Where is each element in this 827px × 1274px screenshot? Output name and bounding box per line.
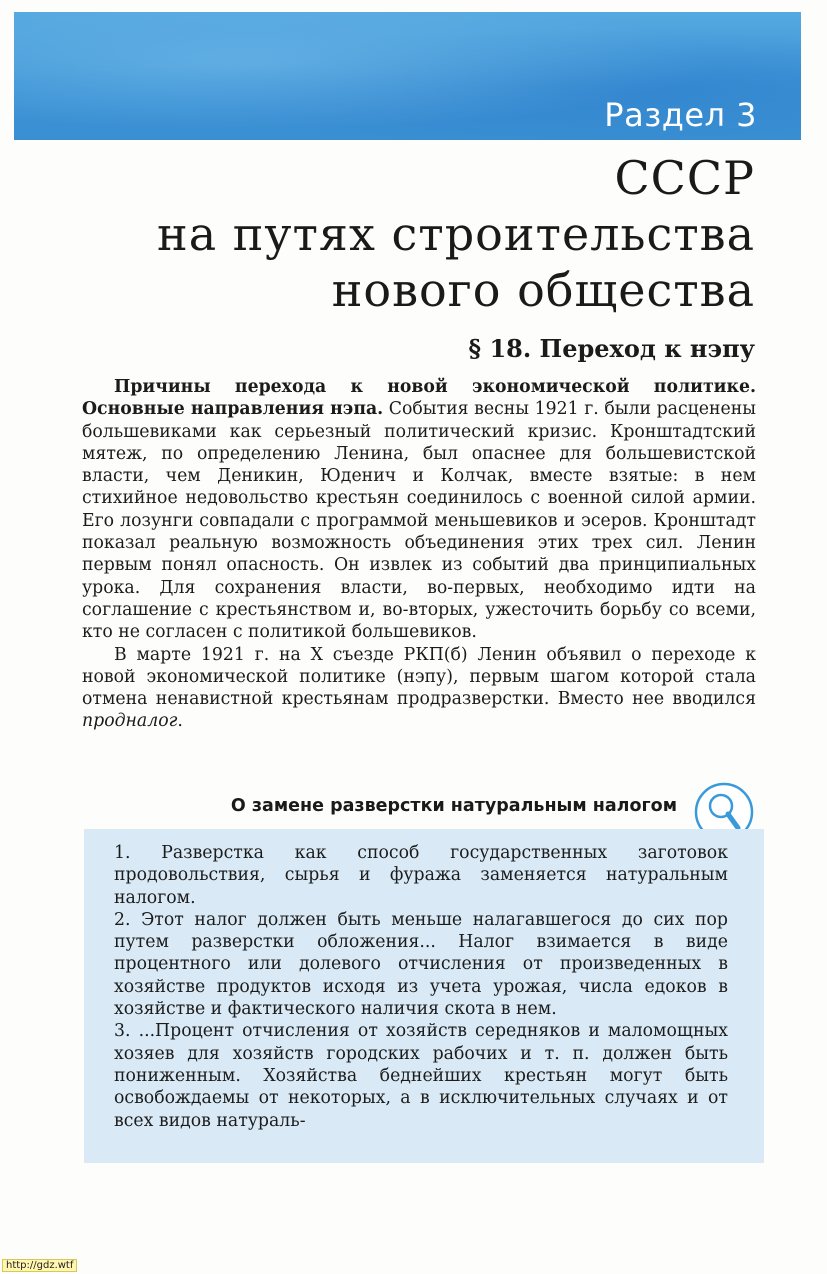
paragraph-heading: § 18. Переход к нэпу — [468, 334, 755, 363]
section-label: Раздел 3 — [604, 96, 757, 134]
section-title-line-1: СССР — [614, 151, 755, 205]
document-box-title: О замене разверстки натуральным налогом — [230, 796, 677, 816]
body-paragraph-2-term: продналог — [82, 711, 178, 732]
body-paragraph-2 — [82, 644, 756, 733]
document-item-3: 3. ...Процент отчисления от хозяйств середняков и маломощных хозяев для хозяйств городских рабочих и т. п. должен быть пониженным. Хозяйства беднейших крестьян могут быть освобождаемы от некоторых, а в исключительных случаях и от всех видов натураль- — [114, 1021, 728, 1131]
body-paragraph-2-text: В марте 1921 г. на X съезде РКП(б) Ленин объявил о переходе к новой экономической политике (нэпу), первым шагом которой стала отмена ненавистной крестьянам продразверстки. Вместо нее вводился — [82, 644, 756, 710]
body-paragraph-2-end: . — [177, 711, 183, 732]
section-banner — [14, 12, 801, 140]
body-paragraph-1 — [82, 376, 756, 644]
document-item-2: 2. Этот налог должен быть меньше налагавшегося до сих пор путем разверстки обложения... Налог взимается в виде процентного или долевого отчисления от произведенных в хозяйстве продуктов исходя из учета урожая, числа едоков в хозяйстве и фактического наличия скота в нем. — [114, 909, 728, 1020]
section-title — [157, 150, 755, 318]
body-paragraph-1-bold: Причины перехода к новой экономической политике. Основные направления нэпа. — [82, 377, 756, 420]
section-title-line-3: нового общества — [331, 263, 755, 317]
body-text — [82, 376, 756, 733]
section-title-line-2: на путях строительства — [157, 207, 755, 261]
document-text — [114, 842, 728, 1132]
watermark-link[interactable]: http://gdz.wtf — [2, 1259, 77, 1272]
document-item-1: 1. Разверстка как способ государственных заготовок продовольствия, сырья и фуража заменяется натуральным налогом. — [114, 843, 728, 908]
body-paragraph-1-text: События весны 1921 г. были расценены большевиками как серьезный политический кризис. Кронштадтский мятеж, по определению Ленина, был опаснее для большевистской власти, чем Деникин, Юденич и Колчак, вместе взятые: в нем стихийное недовольство крестьян соединилось с военной силой армии. Его лозунги совпадали с программой меньшевиков и эсеров. Кронштадт показал реальную возможность объединения этих трех сил. Ленин первым понял опасность. Он извлек из событий два принципиальных урока. Для сохранения власти, во-первых, необходимо идти на соглашение с крестьянством и, во-вторых, ужесточить борьбу со всеми, кто не согласен с политикой большевиков. — [82, 399, 756, 643]
